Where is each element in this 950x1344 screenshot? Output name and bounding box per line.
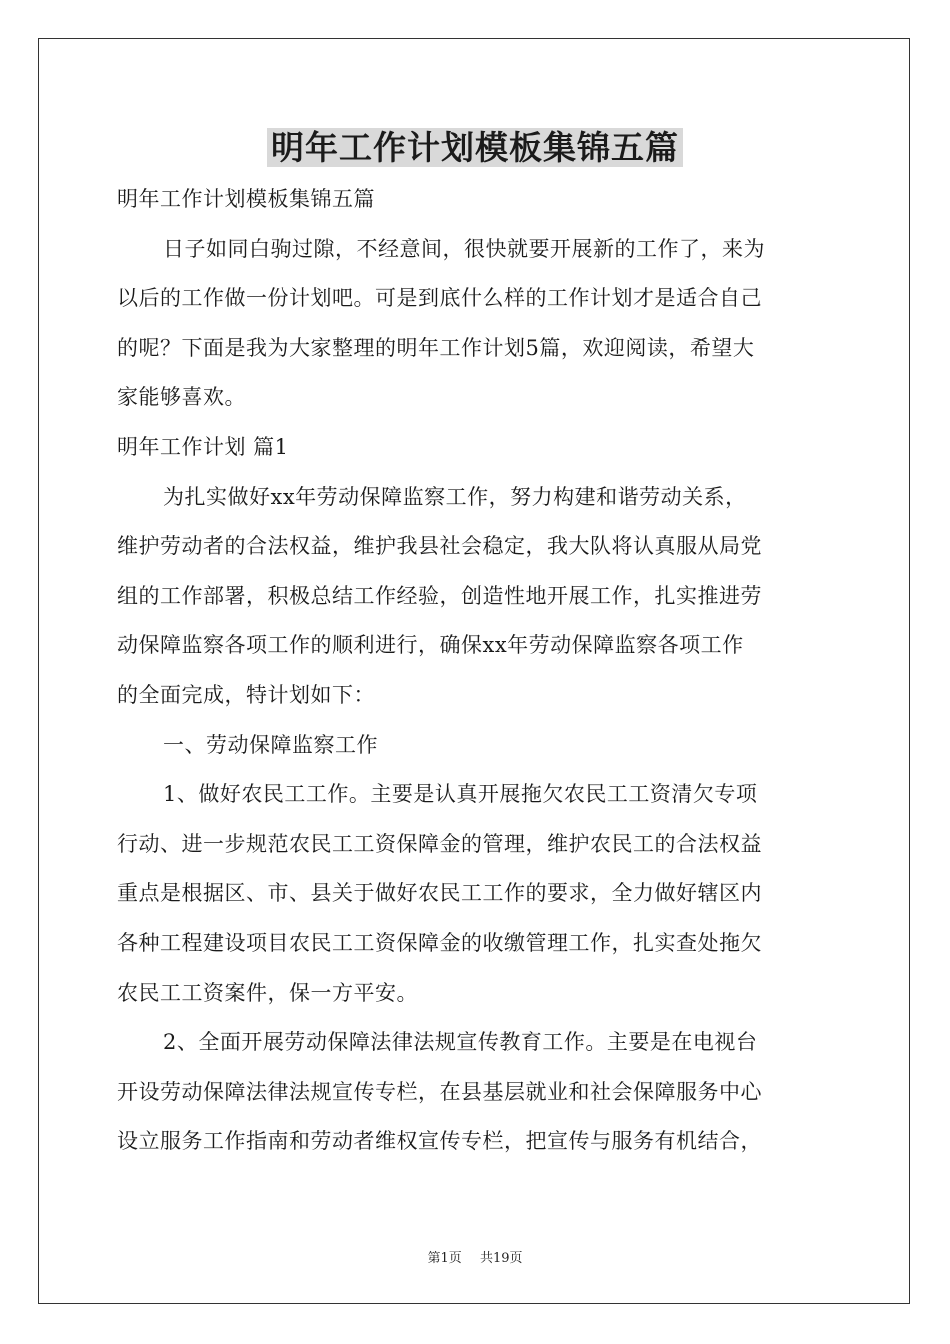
text-line: 组的工作部署，积极总结工作经验，创造性地开展工作，扎实推进劳 bbox=[117, 583, 762, 608]
document-title bbox=[0, 124, 950, 172]
text-line: 的全面完成，特计划如下： bbox=[117, 682, 375, 707]
text-line: 1、做好农民工工作。主要是认真开展拖欠农民工工资清欠专项 bbox=[163, 782, 758, 807]
page-footer bbox=[0, 1247, 950, 1266]
text-line: 重点是根据区、市、县关于做好农民工工作的要求，全力做好辖区内 bbox=[117, 881, 762, 906]
text-line: 明年工作计划模板集锦五篇 bbox=[117, 187, 375, 211]
text-line: 各种工程建设项目农民工工资保障金的收缴管理工作，扎实查处拖欠 bbox=[117, 930, 762, 955]
text-line: 设立服务工作指南和劳动者维权宣传专栏，把宣传与服务有机结合， bbox=[117, 1129, 762, 1154]
text-line: 日子如同白驹过隙，不经意间，很快就要开展新的工作了，来为 bbox=[163, 236, 765, 261]
text-line: 的呢？下面是我为大家整理的明年工作计划5篇，欢迎阅读，希望大 bbox=[117, 335, 755, 360]
text-line: 为扎实做好xx年劳动保障监察工作，努力构建和谐劳动关系， bbox=[163, 484, 747, 509]
page-total: 共19页 bbox=[479, 1251, 523, 1266]
document-title-text: 明年工作计划模板集锦五篇 bbox=[267, 128, 683, 167]
text-line: 2、全面开展劳动保障法律法规宣传教育工作。主要是在电视台 bbox=[163, 1030, 758, 1055]
text-line: 家能够喜欢。 bbox=[117, 385, 246, 410]
text-line: 以后的工作做一份计划吧。可是到底什么样的工作计划才是适合自己 bbox=[117, 286, 762, 311]
text-line: 一、劳动保障监察工作 bbox=[163, 732, 378, 757]
text-line: 动保障监察各项工作的顺利进行，确保xx年劳动保障监察各项工作 bbox=[117, 633, 744, 658]
page-number: 第1页 bbox=[427, 1251, 462, 1266]
text-line: 明年工作计划 篇1 bbox=[117, 434, 289, 459]
text-line: 农民工工资案件，保一方平安。 bbox=[117, 980, 418, 1005]
document-body bbox=[117, 175, 835, 1167]
text-line: 开设劳动保障法律法规宣传专栏，在县基层就业和社会保障服务中心 bbox=[117, 1079, 762, 1104]
text-line: 行动、进一步规范农民工工资保障金的管理，维护农民工的合法权益 bbox=[117, 831, 762, 856]
text-line: 维护劳动者的合法权益，维护我县社会稳定，我大队将认真服从局党 bbox=[117, 534, 762, 559]
